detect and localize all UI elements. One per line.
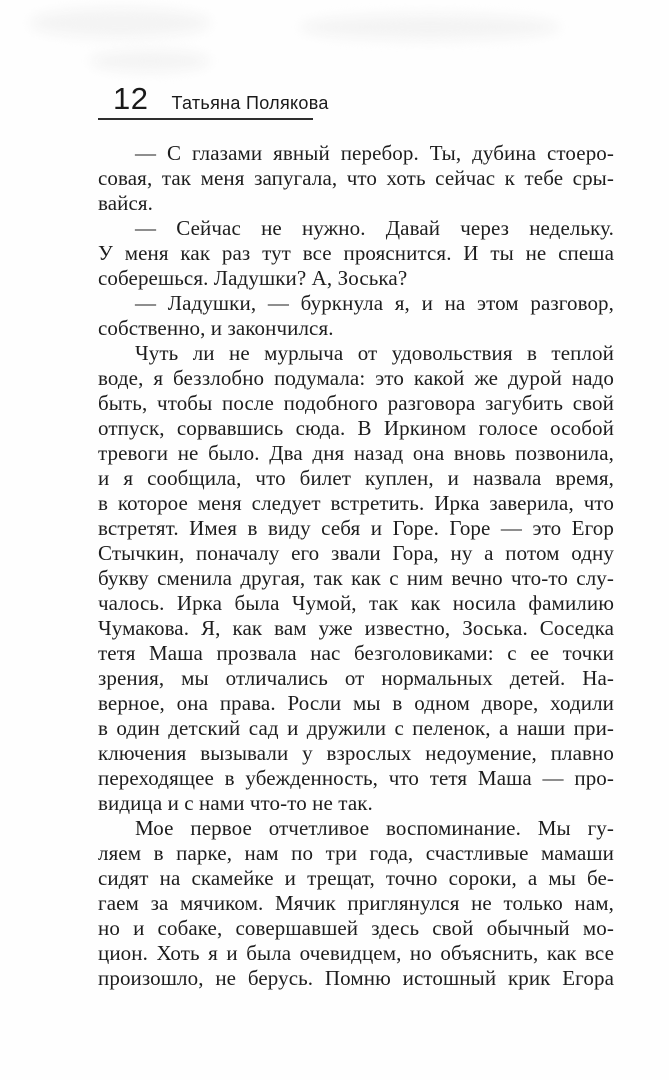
paragraph (98, 816, 614, 991)
text-line: зрения, мы отличались от нормальных детей. На- (98, 666, 614, 690)
paragraph (98, 291, 614, 341)
text-line: Чуть ли не мурлыча от удовольствия в теплой (135, 341, 614, 365)
text-line: — Сейчас не нужно. Давай через недельку. (135, 216, 614, 240)
text-line: произошло, не берусь. Помню истошный крик Егора (98, 966, 614, 990)
paragraph (98, 141, 614, 216)
text-line: Мое первое отчетливое воспоминание. Мы гу- (135, 816, 614, 840)
text-line: гаем за мячиком. Мячик приглянулся не только нам, (98, 891, 614, 915)
body-text (98, 141, 614, 991)
text-line: тревоги не было. Два дня назад она вновь позвонила, (98, 441, 614, 465)
text-line: быть, чтобы после подобного разговора загубить свой (98, 391, 614, 415)
scan-noise (300, 14, 560, 40)
paragraph (98, 216, 614, 291)
text-line: переходящее в убежденность, что тетя Маша — про- (98, 766, 614, 790)
text-line: У меня как раз тут все прояснится. И ты не спеша (98, 241, 614, 265)
text-line: — С глазами явный перебор. Ты, дубина стоеро- (135, 141, 614, 165)
text-line: цион. Хоть я и была очевидцем, но объяснить, как все (98, 941, 614, 965)
text-line: видица и с нами что-то не так. (98, 791, 373, 815)
page-number: 12 (113, 81, 149, 116)
scan-noise (90, 50, 210, 72)
text-line: Стычкин, поначалу его звали Гора, ну а потом одну (98, 541, 614, 565)
text-line: Чумакова. Я, как вам уже известно, Зоська. Соседка (98, 616, 614, 640)
text-line: встретят. Имея в виду себя и Горе. Горе — это Егор (98, 516, 614, 540)
page-header (98, 81, 329, 116)
scan-noise (30, 8, 210, 38)
text-line: совая, так меня запугала, что хоть сейчас к тебе сры- (98, 166, 614, 190)
text-line: ключения вызывали у взрослых недоумение, плавно (98, 741, 614, 765)
text-line: воде, я беззлобно подумала: это какой же дурой надо (98, 366, 614, 390)
text-line: и я сообщила, что билет куплен, и назвала время, (98, 466, 614, 490)
text-line: верное, она права. Росли мы в одном дворе, ходили (98, 691, 614, 715)
header-rule (98, 118, 313, 120)
text-line: в которое меня следует встретить. Ирка заверила, что (98, 491, 614, 515)
text-line: букву сменила другая, так как с ним вечно что-то слу- (98, 566, 614, 590)
text-line: но и собаке, совершавшей здесь свой обычный мо- (98, 916, 614, 940)
text-line: отпуск, сорвавшись сюда. В Иркином голосе особой (98, 416, 614, 440)
paragraph (98, 341, 614, 816)
text-line: сидят на скамейке и трещат, точно сороки, а мы бе- (98, 866, 614, 890)
running-title: Татьяна Полякова (171, 93, 329, 113)
text-line: вайся. (98, 191, 154, 215)
text-line: тетя Маша прозвала нас безголовиками: с ее точки (98, 641, 614, 665)
text-line: в один детский сад и дружили с пеленок, а наши при- (98, 716, 614, 740)
text-line: чалось. Ирка была Чумой, так как носила фамилию (98, 591, 614, 615)
text-line: ляем в парке, нам по три года, счастливые мамаши (98, 841, 614, 865)
text-line: собственно, и закончился. (98, 316, 334, 340)
text-line: — Ладушки, — буркнула я, и на этом разговор, (135, 291, 614, 315)
text-line: соберешься. Ладушки? А, Зоська? (98, 266, 408, 290)
